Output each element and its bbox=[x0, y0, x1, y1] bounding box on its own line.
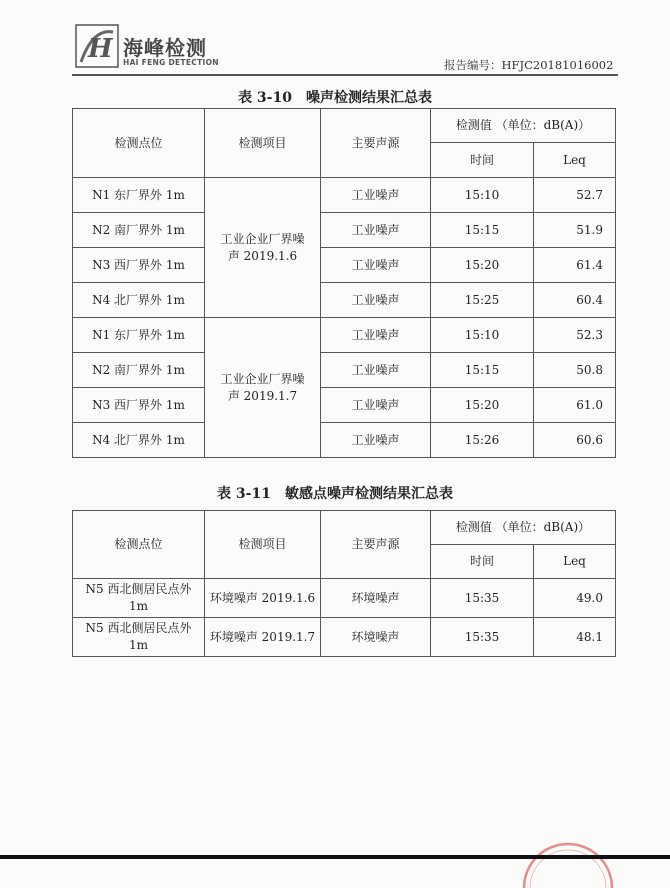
header-source: 主要声源 bbox=[321, 109, 431, 178]
header-source: 主要声源 bbox=[321, 511, 431, 579]
cell-source: 工业噪声 bbox=[321, 213, 431, 248]
cell-leq: 48.1 bbox=[534, 618, 616, 657]
header-time: 时间 bbox=[431, 143, 534, 178]
header-divider bbox=[72, 74, 618, 76]
cell-location: N3 西厂界外 1m bbox=[73, 248, 205, 283]
header-leq: Leq bbox=[534, 545, 616, 579]
report-number-label: 报告编号： bbox=[444, 58, 502, 72]
cell-leq: 49.0 bbox=[534, 579, 616, 618]
cell-time: 15:35 bbox=[431, 618, 534, 657]
header-leq: Leq bbox=[534, 143, 616, 178]
cell-item: 工业企业厂界噪声 2019.1.6 bbox=[220, 231, 305, 263]
cell-time: 15:35 bbox=[431, 579, 534, 618]
cell-source: 工业噪声 bbox=[321, 283, 431, 318]
cell-leq: 52.3 bbox=[534, 318, 616, 353]
cell-leq: 50.8 bbox=[534, 353, 616, 388]
table-row bbox=[73, 353, 616, 388]
noise-results-table bbox=[72, 108, 616, 458]
cell-item: 环境噪声 2019.1.6 bbox=[205, 579, 321, 618]
cell-item-group bbox=[205, 318, 321, 458]
cell-location: N5 西北侧居民点外 1m bbox=[73, 618, 205, 657]
cell-source: 工业噪声 bbox=[321, 353, 431, 388]
cell-leq: 51.9 bbox=[534, 213, 616, 248]
company-logo bbox=[75, 24, 225, 72]
cell-leq: 60.6 bbox=[534, 423, 616, 458]
cell-source: 工业噪声 bbox=[321, 318, 431, 353]
header-item: 检测项目 bbox=[205, 109, 321, 178]
report-number bbox=[444, 57, 613, 73]
cell-time: 15:15 bbox=[431, 213, 534, 248]
table-3-11-caption: 表 3-11 敏感点噪声检测结果汇总表 bbox=[217, 486, 453, 502]
logo-text-en: HAI FENG DETECTION bbox=[123, 58, 219, 67]
cell-location: N1 东厂界外 1m bbox=[73, 318, 205, 353]
cell-time: 15:20 bbox=[431, 248, 534, 283]
cell-time: 15:25 bbox=[431, 283, 534, 318]
cell-location: N5 西北侧居民点外 1m bbox=[73, 579, 205, 618]
header-item: 检测项目 bbox=[205, 511, 321, 579]
header-value-group: 检测值 （单位：dB(A)） bbox=[431, 511, 616, 545]
logo-text-cn: 海峰检测 bbox=[123, 36, 207, 60]
cell-leq: 52.7 bbox=[534, 178, 616, 213]
cell-time: 15:26 bbox=[431, 423, 534, 458]
cell-location: N2 南厂界外 1m bbox=[73, 353, 205, 388]
cell-time: 15:15 bbox=[431, 353, 534, 388]
table-row bbox=[73, 388, 616, 423]
cell-source: 环境噪声 bbox=[321, 618, 431, 657]
header-time: 时间 bbox=[431, 545, 534, 579]
cell-source: 工业噪声 bbox=[321, 248, 431, 283]
table-row bbox=[73, 423, 616, 458]
table-row bbox=[73, 248, 616, 283]
cell-location: N4 北厂界外 1m bbox=[73, 423, 205, 458]
cell-time: 15:20 bbox=[431, 388, 534, 423]
cell-location: N2 南厂界外 1m bbox=[73, 213, 205, 248]
report-number-value: HFJC20181016002 bbox=[501, 58, 614, 72]
cell-source: 工业噪声 bbox=[321, 388, 431, 423]
table-row bbox=[73, 283, 616, 318]
table-row bbox=[73, 318, 616, 353]
sensitive-point-results-table bbox=[72, 510, 616, 657]
header-location: 检测点位 bbox=[73, 511, 205, 579]
cell-leq: 61.4 bbox=[534, 248, 616, 283]
cell-location: N3 西厂界外 1m bbox=[73, 388, 205, 423]
cell-leq: 60.4 bbox=[534, 283, 616, 318]
svg-text:H: H bbox=[88, 34, 113, 64]
bottom-edge-bar bbox=[0, 855, 670, 859]
cell-source: 工业噪声 bbox=[321, 423, 431, 458]
header-location: 检测点位 bbox=[73, 109, 205, 178]
table-3-10-caption: 表 3-10 噪声检测结果汇总表 bbox=[238, 90, 432, 106]
header-value-group: 检测值 （单位：dB(A)） bbox=[431, 109, 616, 143]
logo-emblem-icon bbox=[75, 24, 119, 68]
cell-time: 15:10 bbox=[431, 318, 534, 353]
cell-source: 工业噪声 bbox=[321, 178, 431, 213]
cell-location: N4 北厂界外 1m bbox=[73, 283, 205, 318]
table-row bbox=[73, 178, 616, 213]
cell-item: 工业企业厂界噪声 2019.1.7 bbox=[220, 371, 305, 403]
cell-item-group bbox=[205, 178, 321, 318]
cell-item: 环境噪声 2019.1.7 bbox=[205, 618, 321, 657]
cell-location: N1 东厂界外 1m bbox=[73, 178, 205, 213]
cell-leq: 61.0 bbox=[534, 388, 616, 423]
cell-time: 15:10 bbox=[431, 178, 534, 213]
cell-source: 环境噪声 bbox=[321, 579, 431, 618]
table-row bbox=[73, 618, 616, 657]
table-row bbox=[73, 579, 616, 618]
table-row bbox=[73, 213, 616, 248]
